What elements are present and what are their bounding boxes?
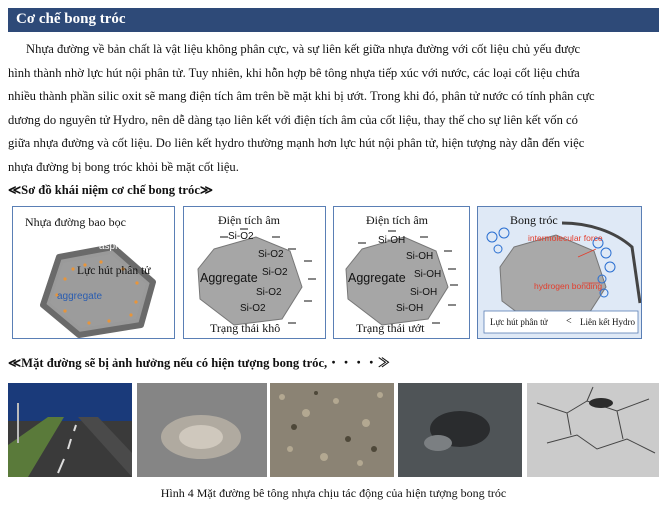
paragraph-line: Nhựa đường về bản chất là vật liệu không phân cực, và sự liên kết giữa nhựa đường với cốt liệu chủ yếu được [26,42,581,56]
section-header-title: Cơ chế bong tróc [16,11,126,27]
diagram4-right-label: Liên kết Hydro [580,317,635,327]
hydrogen-bonding-label: hydrogen bonding [534,281,603,291]
si-o2-label: Si-O2 [256,287,282,298]
pothole-photo-image [137,383,267,477]
diagram-dry-state [183,206,326,339]
diagram2-title: Điện tích âm [218,213,280,227]
paragraph-line: nhiều thành phần silic oxit sẽ mang điện tích âm trên bề mặt khi bị ướt. Trong khi đó, phân tử nước có tính phân cực [8,89,595,104]
si-o2-label: Si-O2 [262,267,288,278]
diagram-section-title: ≪Sơ đồ khái niệm cơ chế bong tróc≫ [8,183,214,197]
road-photo-image [8,383,132,477]
figure-caption: Hình 4 Mặt đường bê tông nhựa chịu tác động của hiện tượng bong tróc [160,486,507,500]
pothole-photo [137,383,267,477]
diagram2-state-label: Trạng thái khô [210,321,281,335]
si-oh-label: Si-OH [396,303,424,314]
damage-photo-image [398,383,522,477]
damage-photo [398,383,522,477]
diagram-wet-state [333,206,470,339]
diagram1-title: Nhựa đường bao bọc [25,215,126,229]
si-oh-label: Si-OH [406,251,434,262]
si-o2-label: Si-O2 [240,303,266,314]
paragraph-line: giữa nhựa đường và cốt liệu. Do liên kết hydro thường mạnh hơn lực hút nội phân tử, hiện tượng này dẫn đến việc [8,136,585,151]
paragraph-line: dương do nguyên tử Hydro, nên dễ dàng tạo liên kết với điện tích âm của cốt liệu, thay thế cho sự liên kết vốn có [8,112,578,127]
diagram1-asphalt-label: asphalt [99,241,132,252]
si-oh-label: Si-OH [410,287,438,298]
section-header [8,8,659,32]
road-photo [8,383,132,477]
effects-section-title: ≪Mặt đường sẽ bị ảnh hưởng nếu có hiện tượng bong tróc,・・・・≫ [8,356,391,370]
diagram3-state-label: Trạng thái ướt [356,321,425,335]
diagram3-title: Điện tích âm [366,213,428,227]
paragraph-line: hình thành nhờ lực hút nội phân tử. Tuy nhiên, khi hỗn hợp bê tông nhựa tiếp xúc với nước, các loại cốt liệu chứa [8,65,580,80]
cracked-photo-image [527,383,659,477]
raveling-photo-image [270,383,394,477]
paragraph-line: nhựa đường bị bong tróc khỏi bề mặt cốt liệu. [8,159,239,174]
diagram1-aggregate-label: aggregate [57,291,103,302]
diagram3-aggregate-label: Aggregate [348,271,406,285]
raveling-photo [270,383,394,477]
diagram4-left-label: Lực hút phân tử [490,317,548,327]
body-paragraph [8,38,659,180]
si-oh-label: Si-OH [378,235,406,246]
diagram-asphalt-coating [12,206,175,339]
diagram2-aggregate-label: Aggregate [200,271,258,285]
intermolecular-label: intermolecular force [528,233,603,243]
diagram-stripping [477,206,642,339]
cracked-photo [527,383,659,477]
diagram1-force-label: Lực hút phân tử [77,265,151,277]
si-oh-label: Si-OH [414,269,442,280]
si-o2-label: Si-O2 [258,249,284,260]
diagram4-lt-sign: < [566,316,572,327]
diagram4-title: Bong tróc [510,213,558,227]
si-o2-label: Si-O2 [228,231,254,242]
